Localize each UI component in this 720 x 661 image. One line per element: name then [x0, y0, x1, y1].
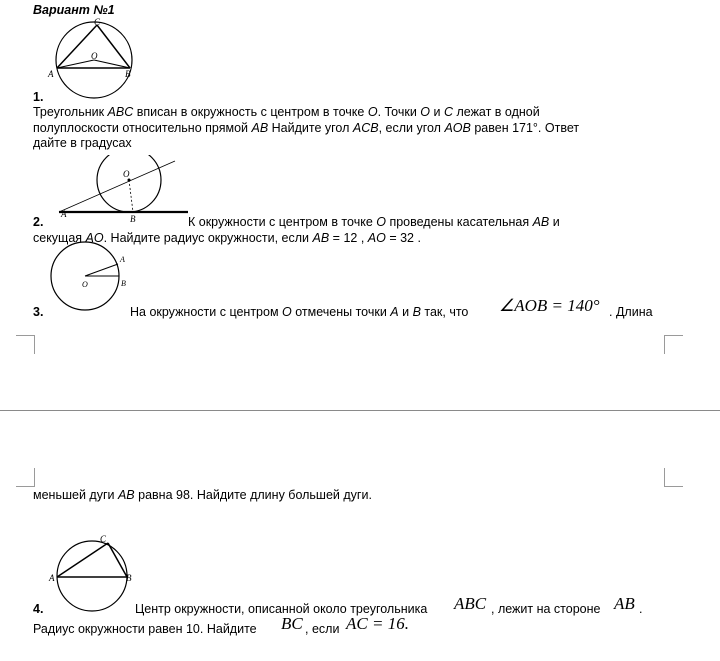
problem-3-line-1: На окружности с центром O отмечены точки A и B так, что — [130, 305, 469, 319]
figure-4-right-triangle — [45, 530, 145, 612]
problem-2-number: 2. — [33, 215, 44, 229]
page-corner-mark-top-left — [16, 335, 35, 354]
fig3-label-a: A — [120, 255, 125, 264]
figure-2-tangent-secant — [45, 155, 195, 225]
problem-3-angle-formula: ∠AOB = 140° — [499, 296, 600, 315]
problem-3-line-2: меньшей дуги AB равна 98. Найдите длину большей дуги. — [33, 488, 372, 502]
problem-4-bc: BC — [281, 614, 303, 633]
figure-3-circle-angle — [45, 240, 135, 320]
problem-4-line-2-c: , если — [305, 622, 340, 636]
problem-2-line-2: секущая AO. Найдите радиус окружности, если AB = 12 , AO = 32 . — [33, 231, 421, 245]
fig4-side-ac — [57, 543, 108, 577]
page-corner-mark-bottom-right — [664, 468, 683, 487]
problem-1-number: 1. — [33, 90, 44, 104]
problem-1-line-3: дайте в градусах — [33, 136, 132, 150]
fig4-label-a: A — [49, 573, 55, 583]
problem-2-line-1: К окружности с центром в точке O проведены касательная AB и — [188, 215, 560, 229]
problem-4-line-1-c: , лежит на стороне — [491, 602, 601, 616]
fig3-radius-oa — [85, 264, 118, 276]
problem-4-line-2-a: Радиус окружности равен 10. Найдите — [33, 622, 257, 636]
fig2-secant-ao — [59, 161, 175, 212]
problem-4-ac: AC = 16. — [346, 614, 409, 633]
fig3-label-b: B — [121, 279, 126, 288]
fig2-radius-ob — [129, 180, 133, 212]
fig4-circle — [57, 541, 127, 611]
problem-3-line-1-end: . Длина — [609, 305, 653, 319]
fig2-label-b: B — [130, 214, 136, 224]
fig2-label-o: O — [123, 169, 130, 179]
problem-4-ab: AB — [614, 594, 635, 613]
fig3-label-o: O — [82, 280, 88, 289]
fig4-label-c: C — [100, 534, 107, 544]
problem-3-number: 3. — [33, 305, 44, 319]
problem-4-line-1-a: Центр окружности, описанной около треугольника — [135, 602, 428, 616]
problem-4-abc: ABC — [454, 594, 487, 613]
fig4-side-cb — [108, 543, 127, 577]
page-corner-mark-top-right — [664, 335, 683, 354]
fig2-label-a: A — [61, 209, 67, 219]
page-corner-mark-bottom-left — [16, 468, 35, 487]
figure-1-inscribed-triangle — [40, 16, 150, 100]
page-title: Вариант №1 — [33, 3, 115, 17]
problem-4-line-1-e: . — [639, 602, 643, 616]
fig1-side-ac — [57, 25, 97, 68]
fig1-label-c: C — [94, 17, 101, 27]
fig4-label-b: B — [126, 573, 132, 583]
fig1-label-a: A — [48, 69, 54, 79]
problem-1-line-1: Треугольник ABC вписан в окружность с центром в точке O. Точки O и C лежат в одной — [33, 105, 540, 119]
fig2-circle — [97, 155, 161, 212]
fig1-label-b: B — [125, 69, 131, 79]
problem-1-line-2: полуплоскости относительно прямой AB Найдите угол ACB, если угол AOB равен 171°. Ответ — [33, 121, 580, 135]
problem-4-number: 4. — [33, 602, 44, 616]
page-break-line — [0, 410, 720, 411]
fig1-label-o: O — [91, 51, 98, 61]
